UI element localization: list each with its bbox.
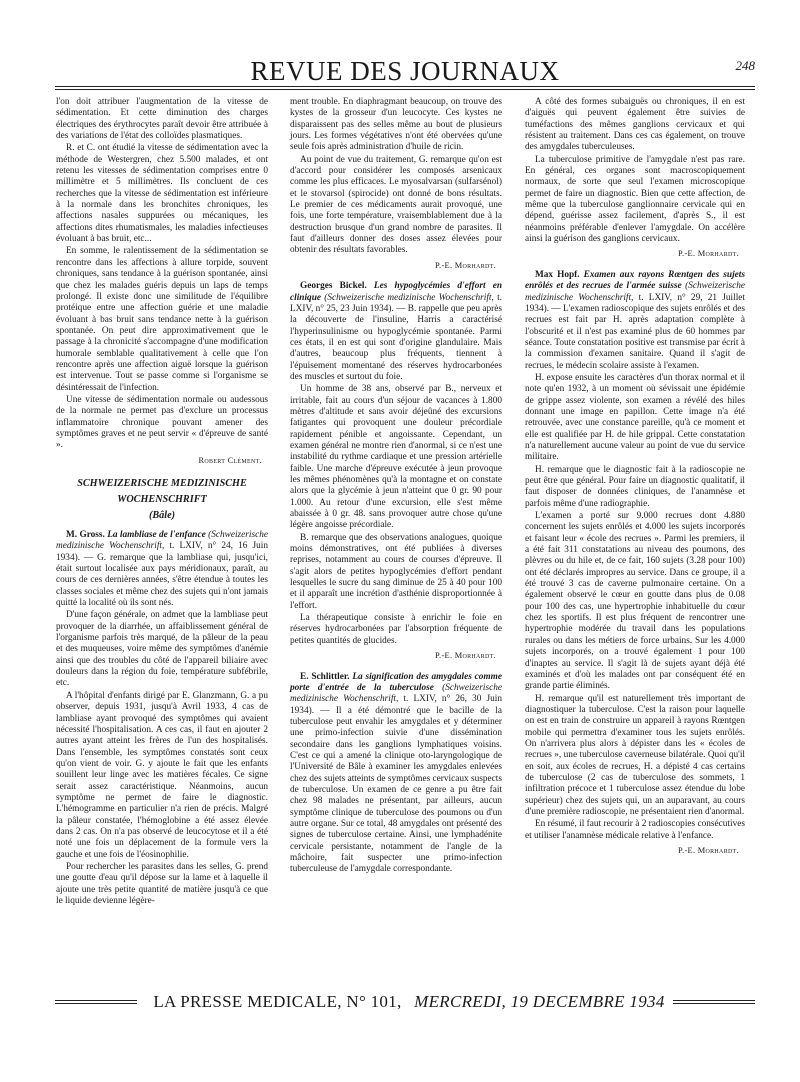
author-signature: P.-E. Morhardt. — [678, 846, 739, 855]
paragraph: A l'hôpital d'enfants dirigé par E. Glanzmann, G. a pu observer, depuis 1931, jusqu'à Avril 1933, 4 cas de lambliase ayant provoqué des symptômes qui avaient nécessité l'hospitalisation. A ces cas, il faut en ajouter 2 autres ayant atteint les frères de l'un des hospitalisés. Dans l'ensemble, les symptômes constatés sont ceux qu'on vient de voir. G. y ajoute le fait que les enfants souillent leur linge avec les matières fécales. Ce signe serait assez caractéristique. Néanmoins, aucun symptôme ne permet de faire le diagnostic. L'hémogramme en particulier n'a rien de précis. Malgré la pâleur constatée, l'hémoglobine a été assez élevée dans 2 cas. On n'a pas observé de leucocytose et il a été noté une fois un déplacement de la formule vers la gauche et une fois de l'éosinophilie. — [56, 690, 268, 860]
paragraph: l'on doit attribuer l'augmentation de la vitesse de sédimentation. Et cette diminution des charges électriques des érythrocytes paraît devoir être attribuée à des variations de l'état des colloïdes plasmatiques. — [56, 97, 268, 142]
article-body: t. LXIV, n° 26, 30 Juin 1934). — Il a été démontré que le bacille de la tuberculose peut envahir les amygdales et y déterminer une primo-infection suivie d'une dissémination secondaire dans les ganglions lymphatiques voisins. C'est ce qui a amené la clinique oto-laryngologique de l'Université de Bâle à examiner les amygdales enlevées chez des sujets atteints de symptômes cervicaux suspects de tuberculose. Un examen de ce genre a pu être fait chez 98 malades ne présentant, par ailleurs, aucun symptôme clinique de tuberculose des poumons ou d'un autre organe. Sur ce total, 48 amygdales ont présenté des signes de tuberculose certaine. Ainsi, une lymphadénite cervicale persistante, notamment de l'angle de la mâchoire, fait suspecter une primo-infection tuberculeuse de l'amygdale correspondante. — [290, 694, 503, 875]
article-abstract — [290, 672, 502, 876]
section-heading-line: WOCHENSCHRIFT — [117, 494, 207, 505]
paragraph: L'examen a porté sur 9.000 recrues dont 4.880 concernent les sujets enrôlés et 4.000 les sujets incorporés et faisant leur « école des recrues ». Parmi les premiers, il a été fait 311 constatations au niveau des poumons, des plèvres ou du hile et, de ce fait, 160 sujets (3.28 pour 100) ont été déclarés impropres au service. Dans ce groupe, il a été trouvé 3 cas de caverne pulmonaire certaine. On a également observé le cœur en goutte dans plus de 0.08 pour 100 des cas, une hypertrophie inhabituelle du cœur chez les sportifs. Il est plus fréquent de rencontrer une hypertrophie modérée du travail dans les populations rurales ou dans les métiers de force urbains. Sur les 4.000 sujets incorporés, on a trouvé également 1 pour 100 d'inaptes au service. Il s'agit là de sujets ayant déjà été examinés et d'où les malades ont par conséquent été en grande partie éliminés. — [525, 511, 745, 692]
article-title: La lambliase de l'enfance — [107, 530, 206, 540]
paragraph: La thérapeutique consiste à enrichir le foie en réserves hydrocarbonées par l'absorption fréquente de petites quantités de glucides. — [290, 613, 502, 646]
paragraph: R. et C. ont étudié la vitesse de sédimentation avec la méthode de Westergren, chez 5.500 malades, et ont retenu les vitesses de sédimentation comprises entre 0 millimètre et 5 millimètres. Ils concluent de ces recherches que la vitesse de sédimentation est inférieure à la normale dans les bronchites chroniques, les affections nasales suppurées ou mécaniques, les affections dites rhumatismales, les maladies infectieuses évoluant à bas bruit, etc... — [56, 143, 268, 245]
paragraph: Pour rechercher les parasites dans les selles, G. prend une goutte d'eau qu'il dépose sur la lame et à laquelle il ajoute une très petite quantité de matière jusqu'à ce que le liquide devienne légère- — [56, 861, 268, 906]
paragraph: En somme, le ralentissement de la sédimentation se rencontre dans les affections à allure torpide, souvent chroniques, sans tendance à la guérison spontanée, ainsi que chez les malades guéris depuis un laps de temps prolongé. Il existe donc une similitude de l'équilibre protéique entre une affection guérie et une maladie évoluant à bas bruit sans tendance nette à la guérison spontanée. On peut dire approximativement que le passage à la chronicité s'accompagne d'une modification humorale semblable qualitativement à celle que l'on rencontre après une affection aiguë lorsque la guérison est intervenue. Tout se passe comme si l'organisme se désintéressait de l'infection. — [56, 246, 268, 393]
article-author: M. Gross. — [66, 530, 105, 540]
author-signature: P.-E. Morhardt. — [435, 260, 496, 270]
article-title: Examen aux rayons Rœntgen des sujets enrôlés et des recrues de l'armée suisse — [525, 269, 745, 292]
article-abstract — [525, 270, 745, 372]
column-middle — [290, 97, 502, 877]
section-heading-line: SCHWEIZERISCHE MEDIZINISCHE — [77, 478, 247, 489]
article-source: (Schweizerische medizinische Wochenschrift, — [525, 281, 745, 303]
paragraph: Au point de vue du traitement, G. remarque qu'on est d'accord pour considérer les composés arsenicaux comme les plus efficaces. Le myosalvarsan (sulfarsénol) et le stovarsol (spirocide) ont donné de bons résultats. Le premier de ces médicaments aurait provoqué, une fois, une forte température, vraisemblablement due à la destruction brusque d'un grand nombre de parasites. Il faut d'ailleurs donner des doses assez élevées pour obtenir des résultats favorables. — [290, 154, 502, 256]
paragraph: H. remarque qu'il est naturellement très important de diagnostiquer la tuberculose. C'est la raison pour laquelle on est en train de construire un appareil à rayons Rœntgen mobile qui permettra d'examiner tous les sujets enrôlés. On n'arrivera plus alors à dépister dans les « écoles de recrues », une tuberculose caverneuse bilatérale. Quoi qu'il en soit, aux écoles de recrues, H. a dépisté 4 cas certains de tuberculose (2 cas de tuberculose des sommets, 1 infiltration précoce et 1 tuberculose assez étendue du lobe supérieur) chez des sujets qui, un an auparavant, au cours d'une première radioscopie, ne présentaient rien d'anormal. — [525, 693, 745, 817]
paragraph: Une vitesse de sédimentation normale ou audessous de la normale ne permet pas d'exclure un processus inflammatoire chronique pouvant amener des symptômes graves et ne peut servir « d'épreuve de santé ». — [56, 394, 268, 451]
article-abstract — [56, 530, 268, 609]
article-source: (Schweizerische medizinische Wochenschrift, — [324, 292, 494, 303]
page-number: 248 — [735, 58, 755, 73]
article-title: La signification des amygdales comme porte d'entrée de la tuberculose — [290, 671, 503, 693]
header-rule — [55, 86, 755, 87]
article-author: Max Hopf. — [535, 269, 580, 280]
author-signature: P.-E. Morhardt. — [678, 249, 739, 259]
article-source: (Schweizerische medizinische Wochenschrift, — [290, 682, 502, 705]
footer-text — [137, 992, 672, 1011]
author-signature: Robert Clément. — [198, 455, 262, 465]
footer-date: MERCREDI, 19 DECEMBRE 1934 — [414, 992, 665, 1011]
page-footer — [55, 992, 755, 1012]
paragraph: D'une façon générale, on admet que la lambliase peut provoquer de la diarrhée, un affaiblissement général de l'organisme parfois très marqué, de la pâleur de la peau et des muqueuses, voire même des symptômes d'anémie ainsi que des troubles du côté de l'appareil biliaire avec douleurs dans la région du foie, température subfébrile, etc. — [56, 610, 268, 689]
page-header — [55, 52, 755, 88]
paragraph: A côté des formes subaiguës ou chroniques, il en est d'aiguës qui peuvent également être suivies de tuméfactions des mêmes ganglions cervicaux et qui résistent au traitement. Dans ces cas également, on trouve des amygdales tuberculeuses. — [525, 97, 745, 153]
section-heading-line: (Bâle) — [148, 510, 176, 521]
article-body: t. LXIV, n° 25, 23 Juin 1934). — B. rappelle que peu après la découverte de l'insuline, Harris a caractérisé l'hyperinsulinisme ou hypoglycémie spontanée. Parmi ces états, il en est qui sont d'origine glandulaire. Mais d'autres, beaucoup plus fréquents, tiennent à l'épuisement momentané des réserves hydrocarbonées des muscles et surtout du foie. — [290, 292, 502, 382]
footer-publication: LA PRESSE MEDICALE, N° 101, — [145, 992, 409, 1011]
column-left — [56, 97, 268, 908]
header-rule-double — [55, 89, 755, 90]
article-body: t. LXIV, n° 29, 21 Juillet 1934). — L'examen radioscopique des sujets enrôlés et des recrues est fait par H. après adaptation complète à l'obscurité et il n'est pas examiné plus de 60 hommes par séance. Toute constatation positive est transmise par écrit à la commission d'examen sanitaire. Quand il s'agit de recrues, le médecin scolaire assiste à l'examen. — [525, 292, 745, 371]
author-signature: P.-E. Morhardt. — [435, 651, 496, 661]
paragraph: B. remarque que des observations analogues, quoique moins démonstratives, ont été publiées à diverses reprises, notamment au cours de courses d'épreuve. Il s'agit alors de petites hypoglycémies d'effort pendant lesquelles le sucre du sang diminue de 25 à 40 pour 100 et il apparaît une incrétion d'asthénie disproportionnée à l'effort. — [290, 532, 502, 611]
column-right — [525, 97, 745, 866]
article-author: Georges Bickel. — [300, 281, 367, 292]
article-author: E. Schlittler. — [300, 671, 350, 682]
paragraph: ment trouble. En diaphragmant beaucoup, on trouve des kystes de la grosseur d'un leucocyte. Ces kystes ne disparaissent pas des selles même au bout de plusieurs jours. Les formes végétatives n'ont été obervées qu'une seule fois après administration d'huile de ricin. — [290, 97, 502, 153]
article-body: t. LXIV, n° 24, 16 Juin 1934). — G. remarque que la lambliase qui, jusqu'ici, était surtout localisée aux pays méridionaux, paraît, au cours de ces dernières années, s'être étendue à toutes les classes sociales et même chez des sujets qui n'ont jamais quitté la localité où ils sont nés. — [56, 541, 269, 609]
paragraph: La tuberculose primitive de l'amygdale n'est pas rare. En général, ces organes sont macroscopiquement normaux, de sorte que seul l'examen microscopique permet de faire un diagnostic. Bien que cette affection, de même que la tuberculose ganglionnaire cervicale qui en dépend, guérisse assez facilement, d'après S., il est néanmoins préférable d'enlever l'amygdale. On accélère ainsi la guérison des ganglions cervicaux. — [525, 154, 745, 245]
article-abstract — [290, 281, 502, 383]
article-source: (Schweizerische medizinische Wochenschrift, — [56, 530, 269, 552]
article-title: Les hypoglycémies d'effort en clinique — [290, 281, 503, 303]
section-heading — [56, 476, 268, 524]
paragraph: H. remarque que le diagnostic fait à la radioscopie ne peut être que général. Pour faire un diagnostic qualitatif, il faut disposer de données cliniques, de l'anamnèse et parfois même d'une radiographie. — [525, 464, 745, 509]
journal-title: REVUE DES JOURNAUX — [250, 56, 560, 86]
paragraph: En résumé, il faut recourir à 2 radioscopies consécutives et utiliser l'anamnèse médicale relative à l'enfance. — [525, 819, 745, 841]
paragraph: Un homme de 38 ans, observé par B., nerveux et irritable, fait au cours d'un séjour de vacances à 1.800 mètres d'altitude et sans avoir déjeûné des excursions fatigantes qui provoquent une douleur précordiale rapidement pénible et angoissante. Cependant, un examen général ne montre rien d'anormal, si ce n'est une instabilité du rythme cardiaque et une pression artérielle faible. Une marche d'épreuve exécutée à jeun provoque les mêmes phénomènes qu'à la montagne et on constate alors que la glycémie à jeun n'atteint que 0 gr. 90 pour 1.000. Au retour d'une excursion, elle s'est même abaissée à 0 gr. 48. sans provoquer autre chose qu'une légère angoisse précordiale. — [290, 384, 502, 531]
paragraph: H. expose ensuite les caractères d'un thorax normal et il note qu'en 1932, à un moment où sévissait une épidémie de grippe assez violente, son examen a révélé des hiles donnant une image en papillon. Cette image n'a été retrouvée, avec une constance pareille, qu'à ce moment et elle est qualifiée par H. de hile grippal. Cette constatation n'a naturellement aucune valeur au point de vue du service militaire. — [525, 372, 745, 463]
